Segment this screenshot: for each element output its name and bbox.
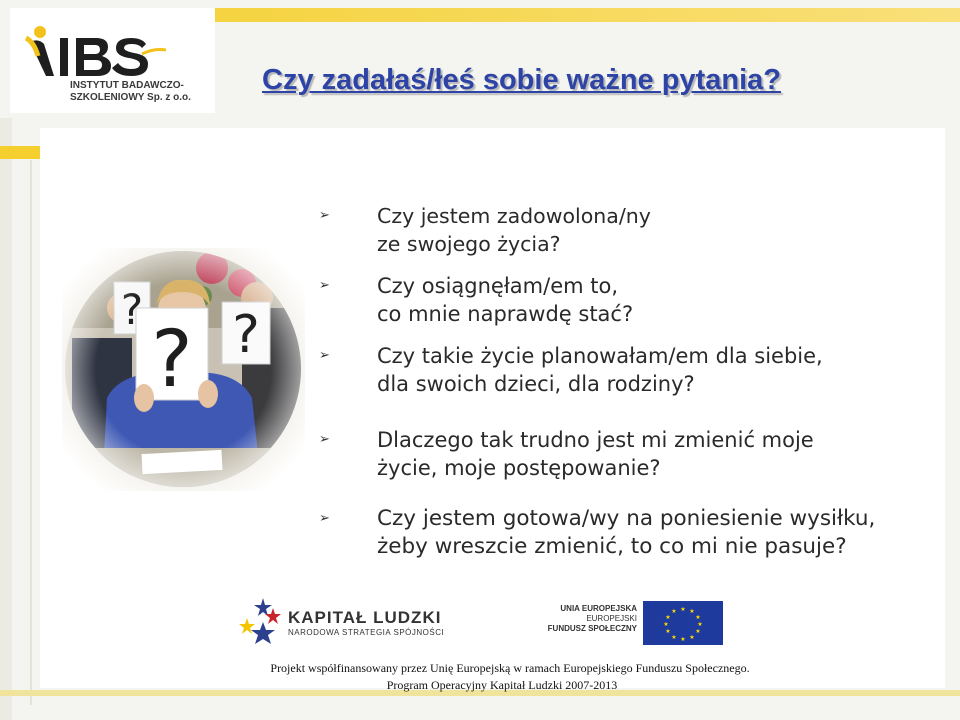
question-line: Czy osiągnęłam/em to, — [377, 274, 619, 298]
question-text — [377, 342, 823, 398]
kapital-ludzki-logo-icon — [233, 596, 285, 648]
eu-line2: EUROPEJSKI — [586, 614, 637, 623]
question-text — [377, 505, 875, 561]
svg-text:★: ★ — [680, 606, 686, 613]
svg-text:★: ★ — [671, 608, 677, 615]
question-line: co mnie naprawdę stać? — [377, 302, 634, 326]
svg-text:★: ★ — [665, 614, 671, 621]
svg-text:★: ★ — [663, 621, 669, 628]
kapital-ludzki-subtitle: NARODOWA STRATEGIA SPÓJNOŚCI — [288, 628, 445, 637]
ibs-logo-line2: SZKOLENIOWY Sp. z o.o. — [70, 92, 191, 103]
eu-line3: FUNDUSZ SPOŁECZNY — [547, 624, 637, 633]
question-text — [377, 272, 633, 328]
svg-text:★: ★ — [689, 608, 695, 615]
arrow-bullet-icon: ➢ — [319, 348, 330, 363]
eu-fund-text — [537, 604, 637, 634]
question-line: Czy takie życie planowałam/em dla siebie, — [377, 344, 823, 368]
eu-line1: UNIA EUROPEJSKA — [560, 604, 637, 613]
arrow-bullet-icon: ➢ — [319, 511, 330, 526]
kapital-ludzki-text — [288, 608, 444, 637]
svg-text:★: ★ — [695, 628, 701, 635]
svg-text:★: ★ — [680, 636, 686, 643]
slide-title: Czy zadałaś/łeś sobie ważne pytania? — [262, 64, 781, 96]
question-line: dla swoich dzieci, dla rodziny? — [377, 372, 695, 396]
question-line: Czy jestem gotowa/wy na poniesienie wysiłku, — [377, 506, 876, 531]
kapital-ludzki-title: KAPITAŁ LUDZKI — [288, 608, 442, 627]
question-line: ze swojego życia? — [377, 232, 561, 256]
ibs-logo-text — [70, 80, 191, 104]
arrow-bullet-icon: ➢ — [319, 432, 330, 447]
question-line: żeby wreszcie zmienić, to co mi nie pasuje? — [377, 534, 847, 559]
svg-text:★: ★ — [697, 621, 703, 628]
question-line: Dlaczego tak trudno jest mi zmienić moje — [377, 428, 814, 452]
svg-text:★: ★ — [665, 628, 671, 635]
question-line: Czy jestem zadowolona/ny — [377, 204, 651, 228]
left-decor-line — [30, 160, 32, 705]
question-text — [377, 202, 651, 258]
funding-logos-banner — [225, 588, 735, 656]
question-text — [377, 426, 814, 482]
eu-flag-icon — [643, 601, 723, 645]
arrow-bullet-icon: ➢ — [319, 278, 330, 293]
left-decor-strip — [0, 118, 12, 720]
svg-text:★: ★ — [689, 634, 695, 641]
top-decor-strip — [210, 8, 960, 22]
footer-funding-note: Projekt współfinansowany przez Unię Europejską w ramach Europejskiego Funduszu Społecznego. — [270, 661, 750, 675]
question-line: życie, moje postępowanie? — [377, 456, 661, 480]
ibs-logo-mark — [24, 24, 194, 84]
ibs-logo-line1: INSTYTUT BADAWCZO- — [70, 80, 184, 91]
question-marks-photo — [62, 248, 305, 491]
ibs-logo — [10, 8, 215, 113]
svg-text:★: ★ — [695, 614, 701, 621]
svg-text:★: ★ — [671, 634, 677, 641]
footer-program-note: Program Operacyjny Kapitał Ludzki 2007-2013 — [386, 678, 618, 692]
arrow-bullet-icon: ➢ — [319, 208, 330, 223]
